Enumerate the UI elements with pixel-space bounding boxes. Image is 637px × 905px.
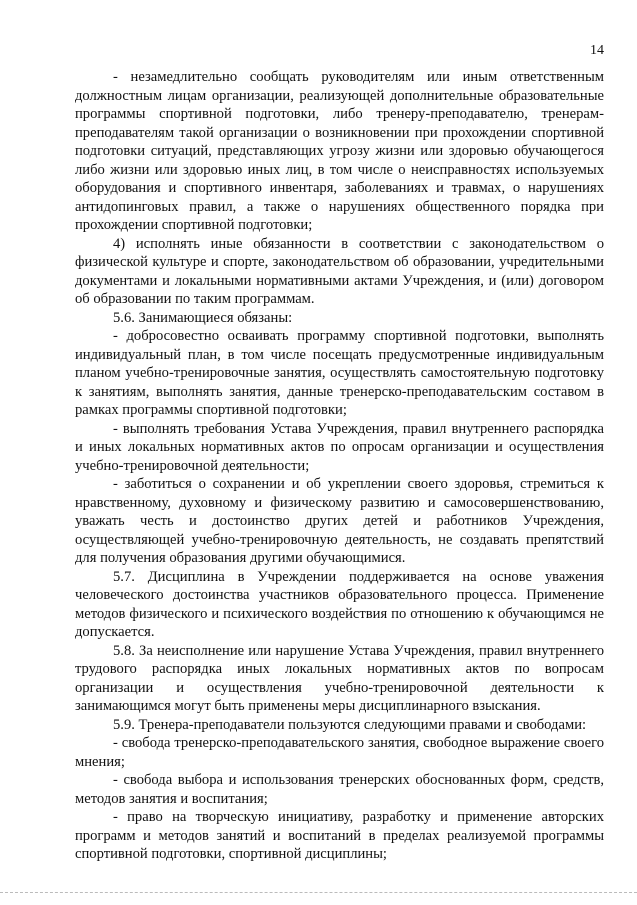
paragraph: 5.9. Тренера-преподаватели пользуются следующими правами и свободами: [113,716,587,733]
paragraph: - выполнять требования Устава Учреждения, правил внутреннего распорядка и иных локальных нормативных актов по опросам организации и осуществления учебно-тренировочной деятельности; [75,420,604,474]
scan-edge-divider [0,892,637,894]
paragraph: - свобода выбора и использования тренерских обоснованных форм, средств, методов занятия и воспитания; [75,772,604,807]
paragraph: 5.7. Дисциплина в Учреждении поддерживается на основе уважения человеческого достоинства участников образовательного процесса. Применение методов физического и психического воздействия по отношению к обучающимся не допускается. [75,568,604,640]
paragraph: - добросовестно осваивать программу спортивной подготовки, выполнять индивидуальный план, в том числе посещать предусмотренные индивидуальным планом учебно-тренировочные занятия, осуществлять самостоятельную подготовку к занятиям, выполнять занятия, данные тренерско-преподавательским составом в рамках программы спортивной подготовки; [75,328,604,418]
paragraph: - право на творческую инициативу, разработку и применение авторских программ и методов занятий и воспитаний в пределах реализуемой программы спортивной подготовки, спортивной дисциплины; [75,809,604,862]
page-number: 14 [590,43,604,58]
paragraph: 5.8. За неисполнение или нарушение Устава Учреждения, правил внутреннего трудового распорядка иных локальных нормативных актов по вопросам организации и осуществления учебно-тренировочной деятельности к занимающимся могут быть применены меры дисциплинарного взыскания. [75,642,604,714]
paragraph: 4) исполнять иные обязанности в соответствии с законодательством о физической культуре и спорте, законодательством об образовании, учредительными документами и локальными нормативными актами Учреждения, и (или) договором об образовании по таким программам. [75,235,604,307]
document-body [75,68,604,864]
paragraph: 5.6. Занимающиеся обязаны: [113,309,293,326]
paragraph: - свобода тренерско-преподавательского занятия, свободное выражение своего мнения; [75,735,604,770]
paragraph: - незамедлительно сообщать руководителям или иным ответственным должностным лицам организации, реализующей дополнительные образовательные программы спортивной подготовки, либо тренеру-преподавателю, тренерам-преподавателям такой организации о возникновении при прохождении спортивной подготовки ситуаций, представляющих угрозу жизни или здоровью обучающегося либо жизни или здоровью иных лиц, в том числе о неисправностях используемых оборудования и спортивного инвентаря, заболеваниях и травмах, о нарушениях антидопинговых правил, а также о нарушениях общественного порядка при прохождении спортивной подготовки; [75,69,604,233]
paragraph: - заботиться о сохранении и об укреплении своего здоровья, стремиться к нравственному, духовному и физическому развитию и самосовершенствованию, уважать честь и достоинство других детей и работников Учреждения, осуществляющей учебно-тренировочную деятельность, не создавать препятствий для получения образования другими обучающимися. [75,476,604,566]
